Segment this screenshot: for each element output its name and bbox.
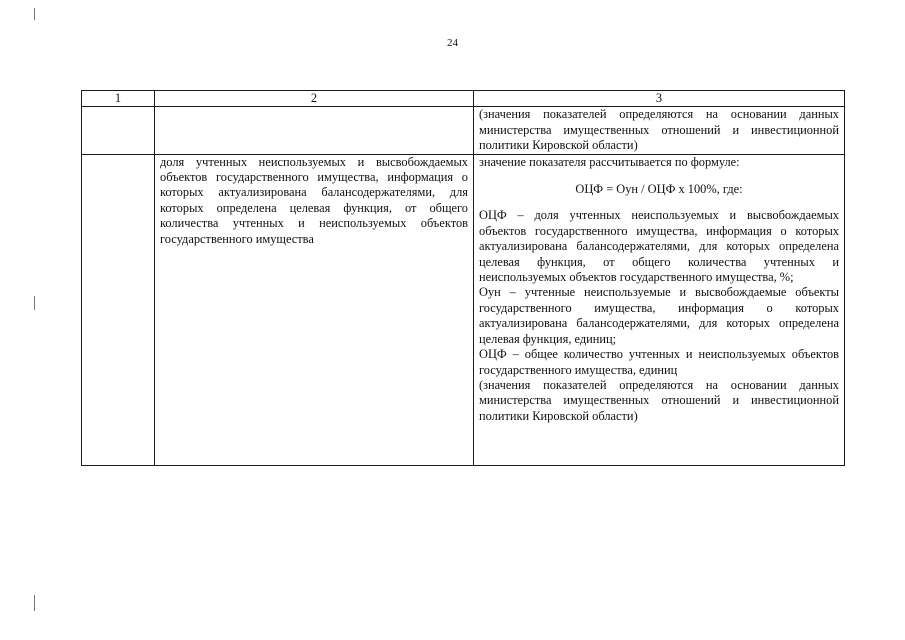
definition-ocf-total: ОЦФ – общее количество учтенных и неиспользуемых объектов государственного имущества, единиц: [479, 347, 839, 377]
table-row: [82, 154, 845, 465]
row2-source-note: (значения показателей определяются на основании данных министерства имущественных отношений и инвестиционной политики Кировской области): [479, 377, 839, 423]
definition-oun: Оун – учтенные неиспользуемые и высвобождаемые объекты государственного имущества, информация о которых актуализирована балансодержателями, для которых определена целевая функция, единиц;: [479, 285, 839, 346]
indicator-name: доля учтенных неиспользуемых и высвобождаемых объектов государственного имущества, информация о которых актуализирована балансодержателями, для которых определена целевая функция, от общего количества учтенных и неиспользуемых объектов государственного имущества: [160, 154, 468, 246]
table-header-row: [82, 91, 845, 107]
scan-edge-mark: [34, 296, 35, 310]
row1-cell-3: [474, 107, 845, 154]
formula: ОЦФ = Оун / ОЦФ x 100%, где:: [575, 182, 743, 197]
row1-cell-2: [155, 107, 474, 154]
header-cell-1: 1: [82, 91, 155, 107]
formula-intro: значение показателя рассчитывается по формуле:: [479, 154, 740, 169]
table-row: [82, 107, 845, 154]
row1-source-note: (значения показателей определяются на основании данных министерства имущественных отношений и инвестиционной политики Кировской области): [479, 107, 839, 153]
row1-cell-1: [82, 107, 155, 154]
scan-edge-mark: [34, 8, 35, 20]
definition-ocf: ОЦФ – доля учтенных неиспользуемых и высвобождаемых объектов государственного имущества, информация о которых актуализирована балансодержателями, для которых определена целевая функция, от общего количества учтенных и неиспользуемых объектов государственного имущества, %;: [479, 208, 839, 285]
row2-cell-2: [155, 154, 474, 465]
indicator-table: [81, 90, 845, 466]
header-cell-3: 3: [474, 91, 845, 107]
row2-cell-3: [474, 154, 845, 465]
page-number: 24: [447, 37, 458, 49]
scan-edge-mark: [34, 595, 35, 611]
row2-cell-1: [82, 154, 155, 465]
header-cell-2: 2: [155, 91, 474, 107]
